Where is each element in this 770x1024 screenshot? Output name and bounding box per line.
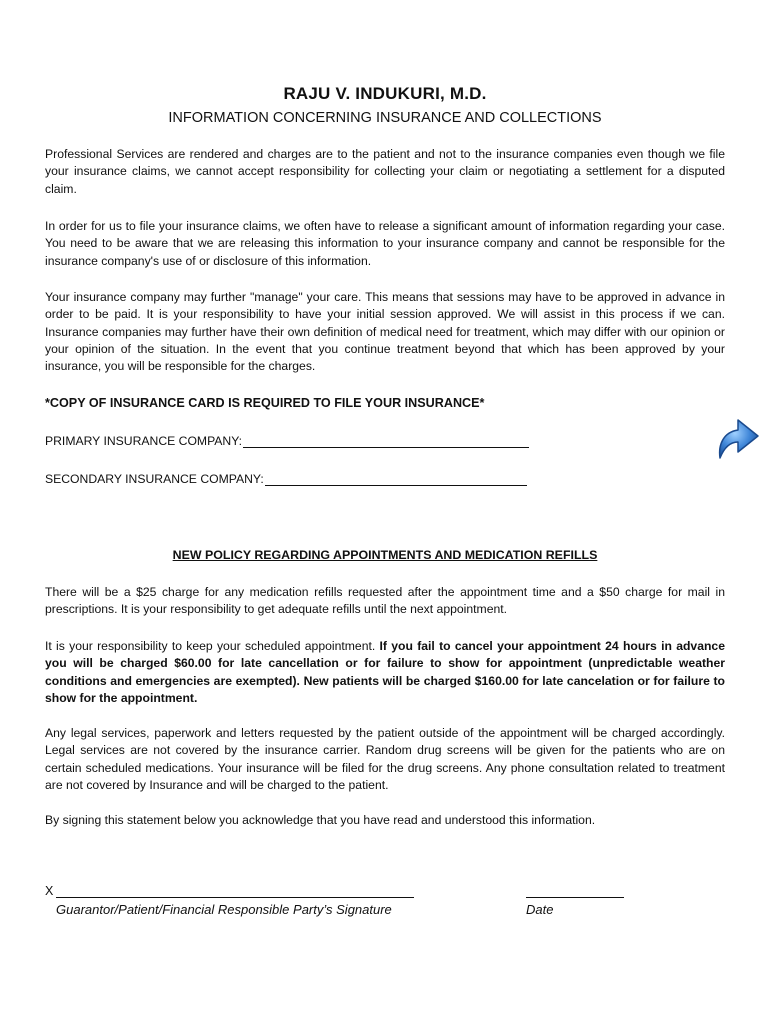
document-subtitle: INFORMATION CONCERNING INSURANCE AND COLLECTIONS bbox=[168, 110, 602, 126]
policy-paragraph-1: There will be a $25 charge for any medication refills requested after the appointment time and a $50 charge for mail in prescriptions. It is your responsibility to get adequate refills until the next appointment. bbox=[45, 585, 725, 617]
policy-paragraph-2 bbox=[45, 638, 725, 707]
policy-paragraph-2-plain: It is your responsibility to keep your scheduled appointment. bbox=[45, 639, 380, 653]
arrow-forward-icon[interactable] bbox=[714, 414, 762, 464]
secondary-insurance-label: SECONDARY INSURANCE COMPANY: bbox=[45, 472, 264, 486]
acknowledgement-text: By signing this statement below you acknowledge that you have read and understood this information. bbox=[45, 813, 596, 827]
primary-insurance-field[interactable] bbox=[45, 433, 529, 448]
primary-insurance-line[interactable] bbox=[243, 433, 529, 448]
signature-x-mark: X bbox=[45, 884, 54, 898]
secondary-insurance-field[interactable] bbox=[45, 471, 527, 486]
insurance-paragraph-3: Your insurance company may further "manage" your care. This means that sessions may have to be approved in advance in order to be paid. It is your responsibility to have your initial session approved. We will assist in this process if we can. Insurance companies may further have their own definition of medical need for treatment, which may differ with our opinion or your opinion of the situation. In the event that you continue treatment beyond that which has been approved by your insurance, you will be responsible for the charges. bbox=[45, 290, 725, 374]
policy-heading: NEW POLICY REGARDING APPOINTMENTS AND MEDICATION REFILLS bbox=[172, 548, 598, 562]
doctor-name-title: RAJU V. INDUKURI, M.D. bbox=[283, 84, 487, 103]
insurance-paragraph-2: In order for us to file your insurance claims, we often have to release a significant amount of information regarding your case. You need to be aware that we are releasing this information to your insurance company and cannot be responsible for the insurance company's use of or disclosure of this information. bbox=[45, 219, 725, 268]
signature-caption: Guarantor/Patient/Financial Responsible Party’s Signature bbox=[56, 902, 392, 917]
date-line[interactable] bbox=[526, 897, 624, 898]
primary-insurance-label: PRIMARY INSURANCE COMPANY: bbox=[45, 434, 243, 448]
policy-paragraph-2-bold: If you fail to cancel your appointment 24 hours in advance you will be charged $60.00 for late cancellation or for failure to show for appointment (unpredictable weather conditions and emergencies are exempted). New patients will be charged $160.00 for late cancelation or for failure to show for the appointment. bbox=[45, 639, 725, 705]
signature-line[interactable] bbox=[56, 897, 414, 898]
date-caption: Date bbox=[526, 902, 554, 917]
insurance-paragraph-1: Professional Services are rendered and charges are to the patient and not to the insurance companies even though we file your insurance claims, we cannot accept responsibility for collecting your claim or negotiating a settlement for a disputed claim. bbox=[45, 147, 725, 196]
secondary-insurance-line[interactable] bbox=[265, 471, 527, 486]
policy-paragraph-3: Any legal services, paperwork and letters requested by the patient outside of the appointment will be charged accordingly. Legal services are not covered by the insurance carrier. Random drug screens will be given for the patients who are on certain scheduled medications. Your insurance will be filed for the drug screens. Any phone consultation related to treatment are not covered by Insurance and will be charged to the patient. bbox=[45, 726, 725, 792]
copy-card-notice: *COPY OF INSURANCE CARD IS REQUIRED TO FILE YOUR INSURANCE* bbox=[45, 396, 485, 410]
